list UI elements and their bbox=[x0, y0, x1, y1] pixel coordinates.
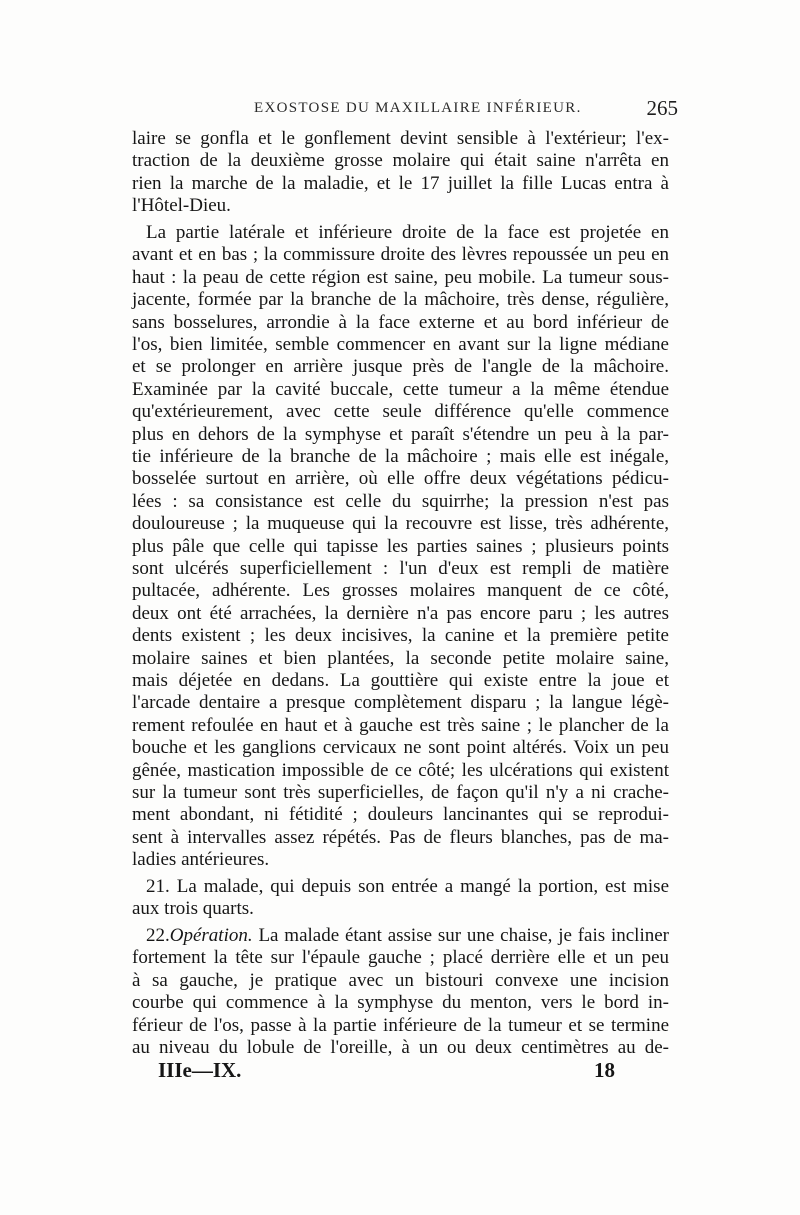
text-line-6: avant et en bas ; la commissure droite des lèvres repoussée un peu en bbox=[132, 244, 669, 266]
running-title: EXOSTOSE DU MAXILLAIRE INFÉRIEUR. bbox=[254, 100, 582, 116]
text-line-2: traction de la deuxième grosse molaire qui était saine n'arrêta en bbox=[132, 150, 669, 172]
page-header bbox=[132, 96, 680, 120]
text-line-8: jacente, formée par la branche de la mâchoire, très dense, régulière, bbox=[132, 289, 669, 311]
text-line-34: 21. La malade, qui depuis son entrée a mangé la portion, est mise bbox=[146, 876, 669, 897]
text-line-38: à sa gauche, je pratique avec un bistouri convexe une incision bbox=[132, 969, 669, 991]
text-line-22: deux ont été arrachées, la dernière n'a pas encore paru ; les autres bbox=[132, 602, 669, 624]
text-line-20: sont ulcérés superficiellement : l'un d'eux est rempli de matière bbox=[132, 558, 669, 579]
text-line-21: pultacée, adhérente. Les grosses molaires manquent de ce côté, bbox=[132, 580, 669, 602]
text-line-12: Examinée par la cavité buccale, cette tumeur a la même étendue bbox=[132, 378, 669, 400]
text-line-32: sent à intervalles assez répétés. Pas de fleurs blanches, pas de ma- bbox=[132, 826, 669, 848]
text-line-26: l'arcade dentaire a presque complètement disparu ; la langue légè- bbox=[132, 692, 669, 714]
text-line-25: mais déjetée en dedans. La gouttière qui existe entre la joue et bbox=[132, 670, 669, 691]
text-line-14: plus en dehors de la symphyse et paraît s'étendre un peu à la par- bbox=[132, 423, 669, 445]
text-line-15: tie inférieure de la branche de la mâchoire ; mais elle est inégale, bbox=[132, 446, 669, 467]
text-line-29: gênée, mastication impossible de ce côté; les ulcérations qui existent bbox=[132, 759, 669, 781]
text-line-18: douloureuse ; la muqueuse qui la recouvre est lisse, très adhérente, bbox=[132, 513, 669, 535]
text-line-31: ment abondant, ni fétidité ; douleurs lancinantes qui se reprodui- bbox=[132, 804, 669, 826]
text-line-24: molaire saines et bien plantées, la seconde petite molaire saine, bbox=[132, 647, 669, 669]
text-line-7: haut : la peau de cette région est saine, peu mobile. La tumeur sous- bbox=[132, 266, 669, 288]
text-line-4: l'Hôtel-Dieu. bbox=[132, 195, 231, 217]
text-line-28: bouche et les ganglions cervicaux ne sont point altérés. Voix un peu bbox=[132, 737, 669, 759]
text-line-5: La partie latérale et inférieure droite de la face est projetée en bbox=[146, 222, 669, 243]
text-line-3: rien la marche de la maladie, et le 17 juillet la fille Lucas entra à bbox=[132, 172, 669, 194]
page-footer bbox=[132, 1058, 669, 1084]
text-line-39: courbe qui commence à la symphyse du menton, vers le bord in- bbox=[132, 992, 669, 1014]
text-line-27: rement refoulée en haut et à gauche est très saine ; le plancher de la bbox=[132, 714, 669, 736]
signature-mark: IIIe—IX. bbox=[158, 1058, 242, 1082]
text-line-11: et se prolonger en arrière jusque près de l'angle de la mâchoire. bbox=[132, 356, 669, 378]
text-line-36 bbox=[146, 925, 669, 947]
text-line-9: sans bosselures, arrondie à la face externe et au bord inférieur de bbox=[132, 311, 669, 333]
text-line-1: laire se gonfla et le gonflement devint sensible à l'extérieur; l'ex- bbox=[132, 128, 669, 149]
text-line-33: ladies antérieures. bbox=[132, 849, 270, 871]
text-line-40: férieur de l'os, passe à la partie inférieure de la tumeur et se termine bbox=[132, 1014, 669, 1036]
text-line-16: bosselée surtout en arrière, où elle offre deux végétations pédicu- bbox=[132, 468, 669, 490]
text-line-10: l'os, bien limitée, semble commencer en avant sur la ligne médiane bbox=[132, 334, 669, 355]
text-line-35: aux trois quarts. bbox=[132, 898, 254, 920]
text-line-37: fortement la tête sur l'épaule gauche ; placé derrière elle et un peu bbox=[132, 947, 669, 969]
page-number: 265 bbox=[646, 96, 678, 120]
signature-number: 18 bbox=[594, 1058, 615, 1082]
text-line-19: plus pâle que celle qui tapisse les parties saines ; plusieurs points bbox=[132, 535, 669, 557]
text-line-30: sur la tumeur sont très superficielles, de façon qu'il n'y a ni crache- bbox=[132, 782, 669, 803]
operation-heading: Opération. bbox=[169, 925, 253, 946]
text-line-13: qu'extérieurement, avec cette seule différence qu'elle commence bbox=[132, 401, 669, 423]
text-line-36-body: La malade étant assise sur une chaise, je fais incliner bbox=[258, 925, 670, 946]
paragraph-number: 22. bbox=[146, 925, 170, 946]
text-line-41: au niveau du lobule de l'oreille, à un ou deux centimètres au de- bbox=[132, 1037, 669, 1058]
text-line-17: lées : sa consistance est celle du squirrhe; la pression n'est pas bbox=[132, 490, 669, 512]
text-line-23: dents existent ; les deux incisives, la canine et la première petite bbox=[132, 625, 669, 647]
